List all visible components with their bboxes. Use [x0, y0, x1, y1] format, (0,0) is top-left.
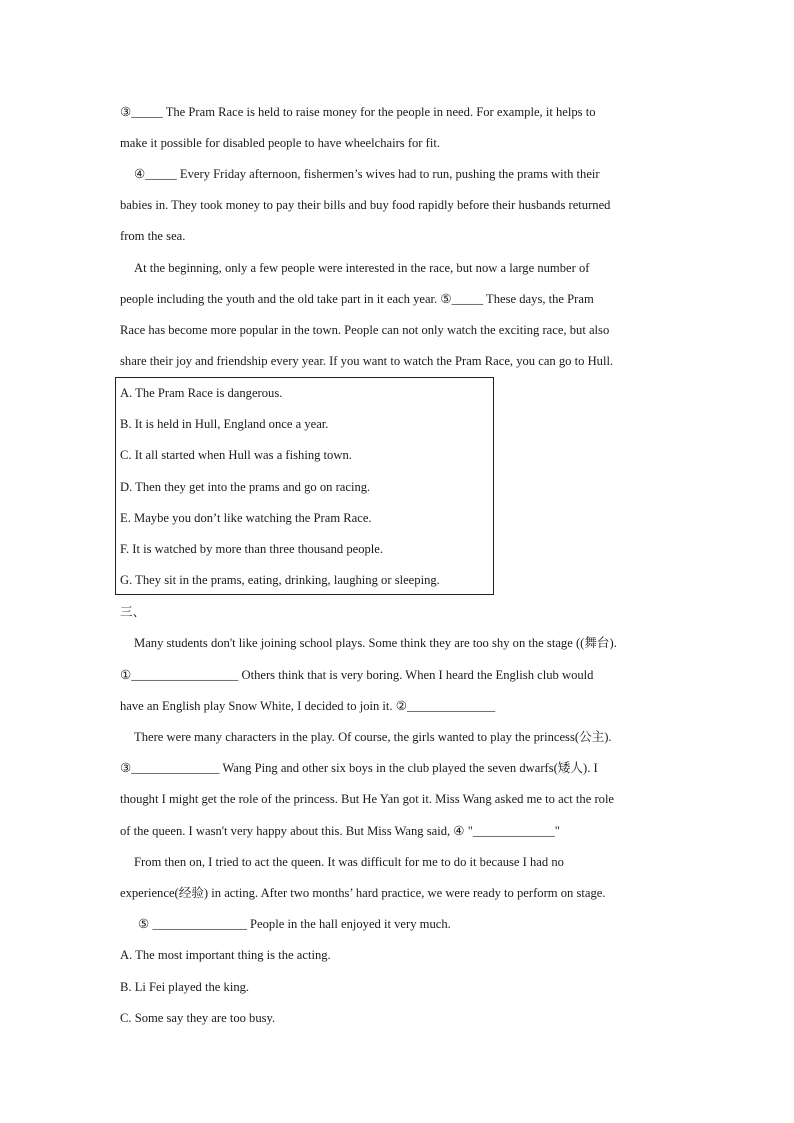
s3-para2-line2: ③______________ Wang Ping and other six boys in the club played the seven dwarfs(矮人). I	[120, 761, 598, 775]
s3-para3-line2: experience(经验) in acting. After two months’ hard practice, we were ready to perform on stage.	[120, 886, 606, 900]
para5-line3: Race has become more popular in the town. People can not only watch the exciting race, but also	[120, 323, 610, 337]
s3-para1-line1: Many students don't like joining school plays. Some think they are too shy on the stage ((舞台).	[134, 636, 617, 650]
s3-option-b: B. Li Fei played the king.	[120, 980, 250, 994]
s3-option-a: A. The most important thing is the acting.	[120, 948, 331, 962]
options-box	[115, 377, 494, 595]
option-b: B. It is held in Hull, England once a year.	[120, 417, 329, 431]
para4-line2: babies in. They took money to pay their bills and buy food rapidly before their husbands returned	[120, 198, 611, 212]
s3-para2-line3: thought I might get the role of the princess. But He Yan got it. Miss Wang asked me to act the role	[120, 792, 615, 806]
s3-para1-line2: ①_________________ Others think that is very boring. When I heard the English club would	[120, 668, 594, 682]
option-e: E. Maybe you don’t like watching the Pram Race.	[120, 511, 372, 525]
para4-line3: from the sea.	[120, 229, 186, 243]
option-g: G. They sit in the prams, eating, drinking, laughing or sleeping.	[120, 573, 440, 587]
s3-para2-line4: of the queen. I wasn't very happy about this. But Miss Wang said, ④ "_____________"	[120, 824, 560, 838]
option-c: C. It all started when Hull was a fishing town.	[120, 448, 352, 462]
option-a: A. The Pram Race is dangerous.	[120, 386, 283, 400]
para4-line1: ④_____ Every Friday afternoon, fishermen’s wives had to run, pushing the prams with their	[134, 167, 600, 181]
para5-line1: At the beginning, only a few people were interested in the race, but now a large number of	[134, 261, 590, 275]
para3-line1: ③_____ The Pram Race is held to raise money for the people in need. For example, it helps to	[120, 105, 596, 119]
s3-para1-line3: have an English play Snow White, I decided to join it. ②______________	[120, 699, 496, 713]
s3-option-c: C. Some say they are too busy.	[120, 1011, 276, 1025]
s3-para2-line1: There were many characters in the play. Of course, the girls wanted to play the princess(公主).	[134, 730, 612, 744]
s3-para4: ⑤ _______________ People in the hall enjoyed it very much.	[138, 917, 451, 931]
para3-line2: make it possible for disabled people to have wheelchairs for fit.	[120, 136, 440, 150]
para5-line2: people including the youth and the old take part in it each year. ⑤_____ These days, the Pram	[120, 292, 594, 306]
option-d: D. Then they get into the prams and go on racing.	[120, 480, 371, 494]
section3-heading: 三、	[120, 605, 146, 619]
para5-line4: share their joy and friendship every year. If you want to watch the Pram Race, you can go to Hull.	[120, 354, 614, 368]
s3-para3-line1: From then on, I tried to act the queen. It was difficult for me to do it because I had no	[134, 855, 564, 869]
option-f: F. It is watched by more than three thousand people.	[120, 542, 384, 556]
